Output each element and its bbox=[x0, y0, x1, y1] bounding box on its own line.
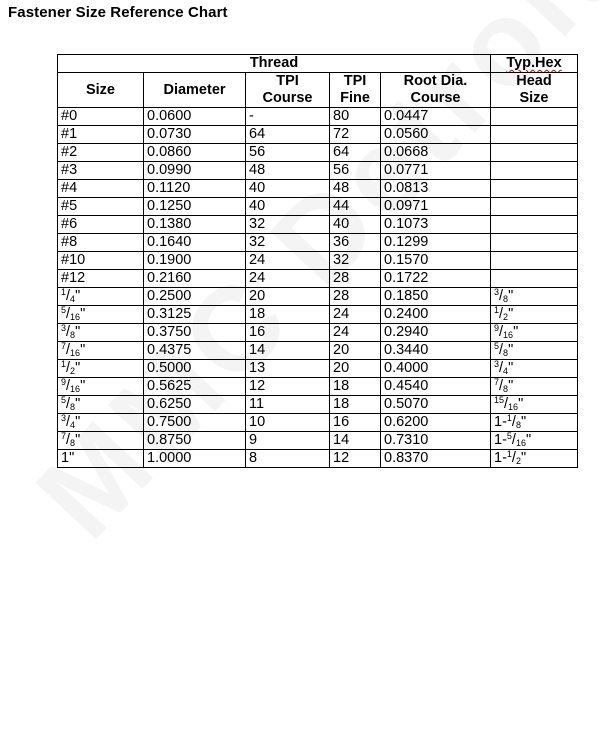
cell-root-dia: 0.1850 bbox=[381, 288, 491, 306]
table-row bbox=[58, 360, 578, 378]
col-header-hex-head bbox=[491, 73, 578, 108]
fraction-numerator: 1 bbox=[506, 449, 512, 459]
cell-tpi-fine: 44 bbox=[330, 198, 381, 216]
fraction-numerator: 9 bbox=[61, 377, 67, 387]
cell-root-dia: 0.1299 bbox=[381, 234, 491, 252]
fraction-denominator: 4 bbox=[70, 420, 76, 430]
inch-mark: " bbox=[80, 378, 86, 394]
cell-root-dia: 0.3440 bbox=[381, 342, 491, 360]
typ-hex-label: Typ.Hex bbox=[506, 55, 562, 71]
typ-hex-group-header bbox=[491, 55, 578, 73]
cell-root-dia: 0.4000 bbox=[381, 360, 491, 378]
fraction-numerator: 7 bbox=[494, 377, 500, 387]
inch-mark: " bbox=[75, 414, 81, 430]
cell-size: $^5/_8$" bbox=[58, 396, 144, 414]
table-row bbox=[58, 216, 578, 234]
fraction-denominator: 8 bbox=[503, 384, 509, 394]
fraction-denominator: 4 bbox=[503, 366, 509, 376]
inch-mark: " bbox=[508, 360, 514, 376]
cell-tpi-course: 24 bbox=[246, 252, 330, 270]
cell-tpi-course: 14 bbox=[246, 342, 330, 360]
cell-root-dia: 0.0668 bbox=[381, 144, 491, 162]
fraction-numerator: 7 bbox=[61, 341, 67, 351]
col-header-hex-line2: Size bbox=[519, 90, 549, 106]
cell-tpi-course: 10 bbox=[246, 414, 330, 432]
cell-diameter: 0.1250 bbox=[144, 198, 246, 216]
inch-mark: " bbox=[75, 324, 81, 340]
cell-hex-head-size: $^1/_2$" bbox=[491, 306, 578, 324]
cell-diameter: 0.1380 bbox=[144, 216, 246, 234]
inch-mark: " bbox=[520, 450, 527, 466]
inch-mark: " bbox=[518, 396, 524, 412]
cell-size: $^9/_{16}$" bbox=[58, 378, 144, 396]
cell-tpi-fine: 14 bbox=[330, 432, 381, 450]
inch-mark: " bbox=[513, 324, 519, 340]
fraction-whole: 1- bbox=[494, 450, 507, 466]
fraction-denominator: 8 bbox=[70, 438, 76, 448]
fraction-numerator: 3 bbox=[61, 413, 67, 423]
cell-diameter: 0.0860 bbox=[144, 144, 246, 162]
cell-hex-head-size: $1-^1/_2$" bbox=[491, 450, 578, 468]
cell-size: #0 bbox=[58, 108, 144, 126]
fraction-numerator: 5 bbox=[61, 305, 67, 315]
cell-tpi-fine: 80 bbox=[330, 108, 381, 126]
cell-root-dia: 0.0813 bbox=[381, 180, 491, 198]
fraction-numerator: 1 bbox=[61, 287, 67, 297]
fraction-numerator: 5 bbox=[61, 395, 67, 405]
table-row bbox=[58, 234, 578, 252]
table-row bbox=[58, 306, 578, 324]
table-row bbox=[58, 162, 578, 180]
cell-diameter: 0.5625 bbox=[144, 378, 246, 396]
col-header-diameter: Diameter bbox=[144, 73, 246, 108]
cell-hex-head-size bbox=[491, 270, 578, 288]
table-row bbox=[58, 144, 578, 162]
fraction-numerator: 5 bbox=[506, 431, 512, 441]
cell-diameter: 0.3750 bbox=[144, 324, 246, 342]
cell-root-dia: 0.1722 bbox=[381, 270, 491, 288]
inch-mark: " bbox=[508, 378, 514, 394]
cell-size: #1 bbox=[58, 126, 144, 144]
inch-mark: " bbox=[75, 396, 81, 412]
fraction-numerator: 1 bbox=[494, 305, 500, 315]
cell-hex-head-size bbox=[491, 252, 578, 270]
cell-tpi-course: 11 bbox=[246, 396, 330, 414]
fraction-whole: 1- bbox=[494, 432, 507, 448]
cell-size: #5 bbox=[58, 198, 144, 216]
table-row bbox=[58, 288, 578, 306]
cell-size: #6 bbox=[58, 216, 144, 234]
cell-diameter: 0.8750 bbox=[144, 432, 246, 450]
cell-tpi-course: 40 bbox=[246, 198, 330, 216]
cell-tpi-fine: 72 bbox=[330, 126, 381, 144]
fraction-denominator: 16 bbox=[503, 330, 514, 340]
cell-size: 1" bbox=[58, 450, 144, 468]
col-header-tpi-fine-line1: TPI bbox=[343, 73, 367, 89]
cell-hex-head-size bbox=[491, 108, 578, 126]
cell-tpi-course: 16 bbox=[246, 324, 330, 342]
col-header-hex-line1: Head bbox=[516, 73, 552, 89]
cell-diameter: 0.3125 bbox=[144, 306, 246, 324]
cell-tpi-course: - bbox=[246, 108, 330, 126]
fraction-denominator: 8 bbox=[515, 420, 521, 430]
table-row bbox=[58, 414, 578, 432]
cell-root-dia: 0.0971 bbox=[381, 198, 491, 216]
table-row bbox=[58, 198, 578, 216]
inch-mark: " bbox=[508, 306, 514, 322]
cell-root-dia: 0.1570 bbox=[381, 252, 491, 270]
table-body bbox=[58, 108, 578, 468]
cell-size: $^5/_{16}$" bbox=[58, 306, 144, 324]
fraction-denominator: 8 bbox=[70, 402, 76, 412]
col-header-tpi-course-line2: Course bbox=[262, 90, 313, 106]
cell-size: $^3/_4$" bbox=[58, 414, 144, 432]
cell-hex-head-size bbox=[491, 234, 578, 252]
inch-mark: " bbox=[508, 288, 514, 304]
col-header-root-dia bbox=[381, 73, 491, 108]
col-header-tpi-course-line1: TPI bbox=[276, 73, 299, 89]
cell-tpi-course: 13 bbox=[246, 360, 330, 378]
inch-mark: " bbox=[525, 432, 532, 448]
cell-tpi-fine: 56 bbox=[330, 162, 381, 180]
fraction-denominator: 16 bbox=[70, 348, 81, 358]
table-row bbox=[58, 432, 578, 450]
cell-tpi-course: 48 bbox=[246, 162, 330, 180]
fraction-numerator: 7 bbox=[61, 431, 67, 441]
cell-root-dia: 0.7310 bbox=[381, 432, 491, 450]
fraction-denominator: 4 bbox=[70, 294, 76, 304]
inch-mark: " bbox=[520, 414, 527, 430]
cell-root-dia: 0.0771 bbox=[381, 162, 491, 180]
fraction-denominator: 2 bbox=[70, 366, 76, 376]
fraction-numerator: 9 bbox=[494, 323, 500, 333]
fraction-denominator: 16 bbox=[70, 312, 81, 322]
cell-tpi-course: 56 bbox=[246, 144, 330, 162]
header-column-row bbox=[58, 73, 578, 108]
fraction-denominator: 2 bbox=[503, 312, 509, 322]
fraction-numerator: 3 bbox=[494, 287, 500, 297]
cell-hex-head-size bbox=[491, 216, 578, 234]
cell-diameter: 0.5000 bbox=[144, 360, 246, 378]
page-title: Fastener Size Reference Chart bbox=[8, 4, 228, 21]
col-header-root-line2: Course bbox=[410, 90, 461, 106]
cell-hex-head-size bbox=[491, 180, 578, 198]
table-row bbox=[58, 270, 578, 288]
fraction-numerator: 15 bbox=[494, 395, 505, 405]
cell-tpi-fine: 48 bbox=[330, 180, 381, 198]
cell-root-dia: 0.6200 bbox=[381, 414, 491, 432]
cell-tpi-course: 8 bbox=[246, 450, 330, 468]
cell-diameter: 0.1640 bbox=[144, 234, 246, 252]
cell-size: #10 bbox=[58, 252, 144, 270]
inch-mark: " bbox=[75, 360, 81, 376]
cell-diameter: 0.0730 bbox=[144, 126, 246, 144]
cell-diameter: 0.2500 bbox=[144, 288, 246, 306]
inch-mark: " bbox=[80, 342, 86, 358]
inch-mark: " bbox=[508, 342, 514, 358]
fraction-denominator: 16 bbox=[515, 438, 526, 448]
cell-diameter: 0.0600 bbox=[144, 108, 246, 126]
cell-size: #3 bbox=[58, 162, 144, 180]
cell-size: #12 bbox=[58, 270, 144, 288]
cell-diameter: 0.2160 bbox=[144, 270, 246, 288]
cell-tpi-fine: 40 bbox=[330, 216, 381, 234]
fraction-denominator: 8 bbox=[503, 348, 509, 358]
cell-hex-head-size: $^9/_{16}$" bbox=[491, 324, 578, 342]
cell-diameter: 0.0990 bbox=[144, 162, 246, 180]
thread-group-header: Thread bbox=[58, 55, 491, 73]
fastener-table bbox=[57, 54, 578, 468]
cell-size: $^7/_{16}$" bbox=[58, 342, 144, 360]
cell-tpi-course: 12 bbox=[246, 378, 330, 396]
table-row bbox=[58, 342, 578, 360]
cell-tpi-course: 18 bbox=[246, 306, 330, 324]
cell-tpi-fine: 18 bbox=[330, 378, 381, 396]
cell-root-dia: 0.8370 bbox=[381, 450, 491, 468]
cell-tpi-course: 9 bbox=[246, 432, 330, 450]
cell-tpi-fine: 24 bbox=[330, 306, 381, 324]
cell-root-dia: 0.4540 bbox=[381, 378, 491, 396]
inch-mark: " bbox=[75, 288, 81, 304]
cell-diameter: 0.4375 bbox=[144, 342, 246, 360]
cell-root-dia: 0.1073 bbox=[381, 216, 491, 234]
col-header-size: Size bbox=[58, 73, 144, 108]
cell-hex-head-size: $^{15}/_{16}$" bbox=[491, 396, 578, 414]
cell-diameter: 0.6250 bbox=[144, 396, 246, 414]
header-group-row bbox=[58, 55, 578, 73]
table-row bbox=[58, 108, 578, 126]
cell-diameter: 0.1900 bbox=[144, 252, 246, 270]
fraction-numerator: 3 bbox=[494, 359, 500, 369]
col-header-tpi-fine-line2: Fine bbox=[340, 90, 370, 106]
cell-root-dia: 0.2400 bbox=[381, 306, 491, 324]
cell-root-dia: 0.0447 bbox=[381, 108, 491, 126]
table-row bbox=[58, 396, 578, 414]
cell-tpi-course: 40 bbox=[246, 180, 330, 198]
cell-size: $^7/_8$" bbox=[58, 432, 144, 450]
cell-tpi-course: 24 bbox=[246, 270, 330, 288]
cell-tpi-fine: 16 bbox=[330, 414, 381, 432]
fraction-denominator: 16 bbox=[508, 402, 519, 412]
cell-tpi-fine: 36 bbox=[330, 234, 381, 252]
cell-root-dia: 0.0560 bbox=[381, 126, 491, 144]
fraction-numerator: 1 bbox=[61, 359, 67, 369]
cell-diameter: 0.7500 bbox=[144, 414, 246, 432]
inch-mark: " bbox=[80, 306, 86, 322]
inch-mark: " bbox=[75, 432, 81, 448]
table-row bbox=[58, 324, 578, 342]
col-header-tpi-fine bbox=[330, 73, 381, 108]
cell-diameter: 0.1120 bbox=[144, 180, 246, 198]
cell-hex-head-size: $1-^5/_{16}$" bbox=[491, 432, 578, 450]
cell-hex-head-size bbox=[491, 162, 578, 180]
cell-size: $^1/_2$" bbox=[58, 360, 144, 378]
table-row bbox=[58, 450, 578, 468]
cell-tpi-fine: 28 bbox=[330, 270, 381, 288]
fraction-denominator: 2 bbox=[515, 456, 521, 466]
cell-size: $^1/_4$" bbox=[58, 288, 144, 306]
table-row bbox=[58, 126, 578, 144]
table-row bbox=[58, 378, 578, 396]
table-row bbox=[58, 252, 578, 270]
cell-diameter: 1.0000 bbox=[144, 450, 246, 468]
cell-root-dia: 0.5070 bbox=[381, 396, 491, 414]
cell-size: #4 bbox=[58, 180, 144, 198]
fraction-numerator: 3 bbox=[61, 323, 67, 333]
cell-size: #8 bbox=[58, 234, 144, 252]
cell-tpi-fine: 64 bbox=[330, 144, 381, 162]
cell-hex-head-size: $^7/_8$" bbox=[491, 378, 578, 396]
cell-size: $^3/_8$" bbox=[58, 324, 144, 342]
table-row bbox=[58, 180, 578, 198]
fraction-whole: 1- bbox=[494, 414, 507, 430]
cell-size: #2 bbox=[58, 144, 144, 162]
col-header-root-line1: Root Dia. bbox=[403, 73, 468, 89]
cell-tpi-fine: 20 bbox=[330, 342, 381, 360]
cell-tpi-fine: 20 bbox=[330, 360, 381, 378]
fraction-denominator: 8 bbox=[503, 294, 509, 304]
cell-hex-head-size bbox=[491, 144, 578, 162]
cell-tpi-course: 20 bbox=[246, 288, 330, 306]
cell-hex-head-size bbox=[491, 126, 578, 144]
cell-hex-head-size bbox=[491, 198, 578, 216]
col-header-tpi-course bbox=[246, 73, 330, 108]
cell-root-dia: 0.2940 bbox=[381, 324, 491, 342]
fraction-numerator: 5 bbox=[494, 341, 500, 351]
cell-tpi-fine: 12 bbox=[330, 450, 381, 468]
cell-hex-head-size: $1-^1/_8$" bbox=[491, 414, 578, 432]
cell-hex-head-size: $^3/_4$" bbox=[491, 360, 578, 378]
cell-tpi-course: 32 bbox=[246, 216, 330, 234]
fraction-denominator: 8 bbox=[70, 330, 76, 340]
cell-hex-head-size: $^5/_8$" bbox=[491, 342, 578, 360]
cell-tpi-fine: 24 bbox=[330, 324, 381, 342]
cell-tpi-course: 64 bbox=[246, 126, 330, 144]
fraction-numerator: 1 bbox=[506, 413, 512, 423]
fraction-denominator: 16 bbox=[70, 384, 81, 394]
cell-tpi-fine: 32 bbox=[330, 252, 381, 270]
cell-tpi-fine: 28 bbox=[330, 288, 381, 306]
cell-tpi-fine: 18 bbox=[330, 396, 381, 414]
cell-hex-head-size: $^3/_8$" bbox=[491, 288, 578, 306]
cell-tpi-course: 32 bbox=[246, 234, 330, 252]
